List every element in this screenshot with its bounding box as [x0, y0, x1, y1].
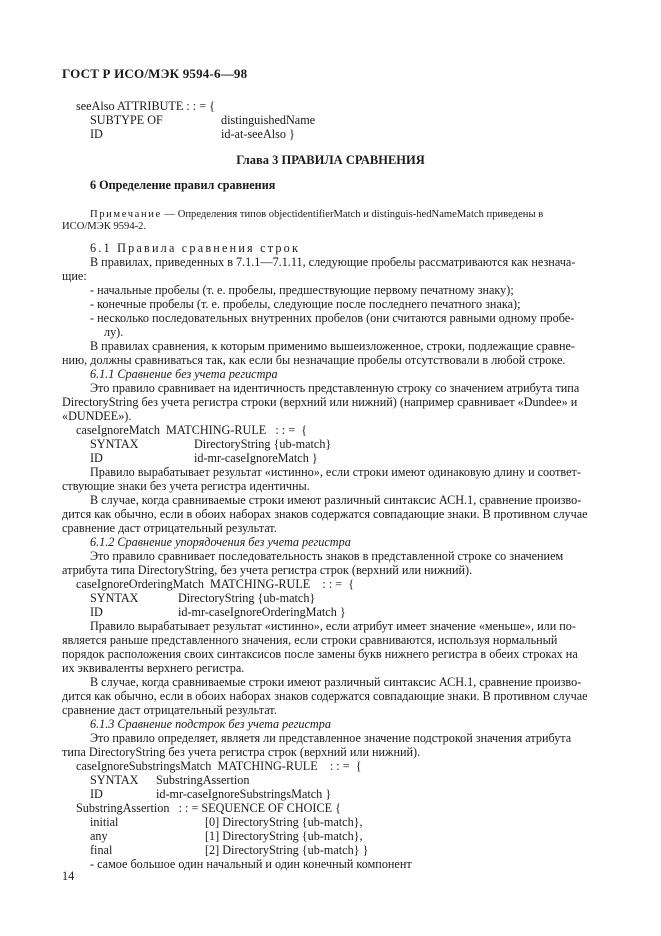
s613-code-id-label: ID	[90, 787, 103, 801]
page-header: ГОСТ Р ИСО/МЭК 9594-6—98	[62, 66, 248, 81]
section-6-title: 6 Определение правил сравнения	[90, 178, 276, 192]
chapter-title: Глава 3 ПРАВИЛА СРАВНЕНИЯ	[236, 153, 425, 167]
s613-code-final-label: final	[90, 843, 113, 857]
s613-code-any-value: [1] DirectoryString {ub-match},	[205, 829, 363, 843]
s612-p3-line3: сравнение даст отрицательный результат.	[62, 703, 277, 717]
s613-p1-line1: Это правило определяет, являетя ли представленное значение подстрокой значения атрибута	[90, 731, 572, 745]
section-6-1-3-title	[90, 717, 331, 731]
s61-p1-line1: В правилах, приведенных в 7.1.1—7.1.11, следующие пробелы рассматриваются как незнача-	[90, 255, 576, 269]
s612-code-syntax-value: DirectoryString {ub-match}	[178, 591, 316, 605]
s613-code-any-label: any	[90, 829, 108, 843]
note-line-1	[90, 206, 543, 222]
s613-bullet: - самое большое один начальный и один конечный компонент	[90, 857, 412, 871]
s612-p2-line3: порядок расположения своих синтаксисов после замены букв нижнего регистра в обеих строках на	[62, 647, 578, 661]
s611-p1-line3: «DUNDEE»).	[62, 409, 132, 423]
s613-title-text: 6.1.3 Сравнение подстрок без учета регистра	[90, 717, 331, 731]
s613-code-id-value: id-mr-caseIgnoreSubstringsMatch }	[156, 787, 332, 801]
s612-p2-line4: их эквиваленты верхнего регистра.	[62, 661, 245, 675]
seealso-id-label: ID	[90, 127, 103, 141]
s611-p3-line3: сравнение даст отрицательный результат.	[62, 521, 277, 535]
s611-p2-line2: ствующие знаки без учета регистра идентичны.	[62, 479, 310, 493]
section-6-1-1-title	[90, 367, 278, 381]
s613-code-seq: SubstringAssertion : : = SEQUENCE OF CHOICE {	[76, 801, 341, 815]
note-text: — Определения типов objectidentifierMatch и distinguis-hedNameMatch приведены в	[161, 209, 544, 220]
s613-code-initial-value: [0] DirectoryString {ub-match},	[205, 815, 363, 829]
page-number: 14	[62, 869, 75, 883]
s61-p1-line2: щие:	[62, 269, 87, 283]
s611-p1-line1: Это правило сравнивает на идентичность представленную строку со значением атрибута типа	[90, 381, 580, 395]
s613-code-decl: caseIgnoreSubstringsMatch MATCHING-RULE : : = {	[76, 759, 362, 773]
s611-p2-line1: Правило вырабатывает результат «истинно», если строки имеют одинаковую длину и соответ-	[90, 465, 581, 479]
s61-bullet-1: - начальные пробелы (т. е. пробелы, предшествующие первому печатному знаку);	[90, 283, 514, 297]
s612-p2-line2: является раньше представленного значения, если строки сравниваются, используя нормальный	[62, 633, 558, 647]
s612-code-id-label: ID	[90, 605, 103, 619]
s613-code-final-value: [2] DirectoryString {ub-match} }	[205, 843, 369, 857]
s613-code-syntax-value: SubstringAssertion	[156, 773, 250, 787]
s612-p3-line2: дится как обычно, если в обоих наборах знаков содержатся совпадающие знаки. В противном случае	[62, 689, 588, 703]
s61-p2-line2: нию, должны сравниваться так, как если бы незначащие пробелы отсутствовали в любой строке.	[62, 353, 566, 367]
seealso-subtype-value: distinguishedName	[221, 113, 316, 127]
seealso-subtype-label: SUBTYPE OF	[90, 113, 163, 127]
s612-p2-line1: Правило вырабатывает результат «истинно», если атрибут имеет значение «меньше», или по-	[90, 619, 576, 633]
s611-code-syntax-label: SYNTAX	[90, 437, 139, 451]
s611-code-id-value: id-mr-caseIgnoreMatch }	[194, 451, 318, 465]
s613-p1-line2: типа DirectoryString без учета регистра строк (верхний или нижний).	[62, 745, 421, 759]
note-line-2: ИСО/МЭК 9594-2.	[62, 221, 147, 232]
s612-p1-line1: Это правило сравнивает последовательность знаков в представленной строке со значением	[90, 549, 564, 563]
s611-code-decl: caseIgnoreMatch MATCHING-RULE : : = {	[76, 423, 308, 437]
s61-p2-line1: В правилах сравнения, к которым применимо вышеизложенное, строки, подлежащие сравне-	[90, 339, 575, 353]
s612-p1-line2: атрибута типа DirectoryString, без учета регистра строк (верхний или нижний).	[62, 563, 473, 577]
s611-title-text: 6.1.1 Сравнение без учета регистра	[90, 367, 278, 381]
s613-code-syntax-label: SYNTAX	[90, 773, 139, 787]
s611-p3-line2: дится как обычно, если в обоих наборах знаков содержатся совпадающие знаки. В противном случае	[62, 507, 588, 521]
s611-p3-line1: В случае, когда сравниваемые строки имеют различный синтаксис АСН.1, сравнение произво-	[90, 493, 582, 507]
s611-p1-line2: DirectoryString без учета регистра строки (верхний или нижний) (например сравнивает «Dundee» и	[62, 395, 578, 409]
s612-code-syntax-label: SYNTAX	[90, 591, 139, 605]
s612-code-id-value: id-mr-caseIgnoreOrderingMatch }	[178, 605, 346, 619]
s611-code-id-label: ID	[90, 451, 103, 465]
seealso-decl: seeAlso ATTRIBUTE : : = {	[76, 99, 215, 113]
s61-bullet-3-line2: лу).	[104, 325, 124, 339]
s612-p3-line1: В случае, когда сравниваемые строки имеют различный синтаксис АСН.1, сравнение произво-	[90, 675, 582, 689]
s612-title-text: 6.1.2 Сравнение упорядочения без учета регистра	[90, 535, 351, 549]
section-6-1-title: 6.1 Правила сравнения строк	[90, 241, 301, 255]
seealso-id-value: id-at-seeAlso }	[221, 127, 295, 141]
s612-code-decl: caseIgnoreOrderingMatch MATCHING-RULE : : = {	[76, 577, 355, 591]
s613-code-initial-label: initial	[90, 815, 119, 829]
s61-bullet-2: - конечные пробелы (т. е. пробелы, следующие после последнего печатного знака);	[90, 297, 521, 311]
section-6-1-2-title	[90, 535, 351, 549]
s611-code-syntax-value: DirectoryString {ub-match}	[194, 437, 332, 451]
s61-bullet-3-line1: - несколько последовательных внутренних пробелов (они считаются равными одному пробе-	[90, 311, 575, 325]
note-label: Примечание	[90, 209, 162, 220]
